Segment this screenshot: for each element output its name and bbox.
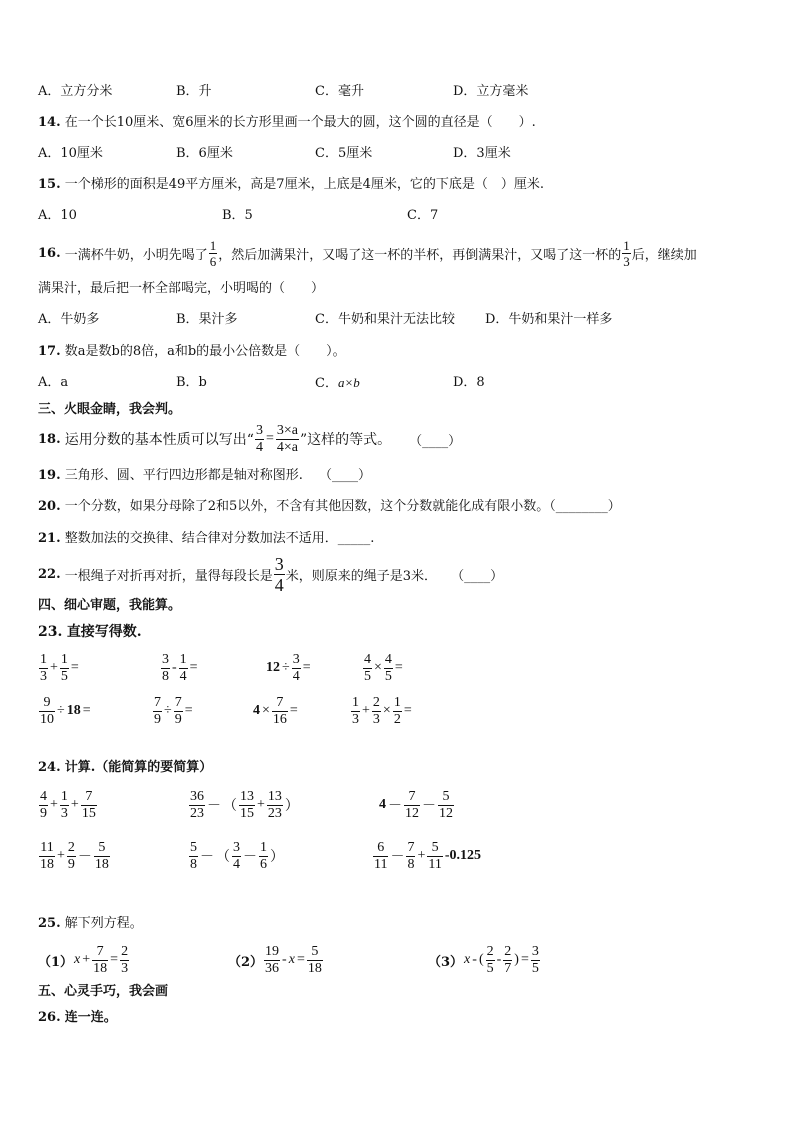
answer-blank: （____） (409, 433, 462, 449)
question-18: 18. 运用分数的基本性质可以写出“ $\frac{3}{4}$ = $\frac{3\times a}{4\times a}$ ”这样的等式。 （____） (38, 422, 462, 455)
math-expression: 4 × $\frac{7}{16}$ = (253, 694, 298, 727)
question-number: 20. (38, 499, 61, 514)
question-number: 16. (38, 245, 61, 261)
q13-option-c: C．毫升 (315, 84, 364, 99)
question-15 (38, 177, 544, 193)
question-text: 后，继续加 (631, 247, 697, 263)
math-expression: 4 － $\frac{7}{12}$ － $\frac{5}{12}$ (379, 788, 453, 821)
question-title: 连一连。 (64, 1010, 117, 1025)
q13-option-d: D．立方毫米 (453, 84, 529, 99)
question-text: 米，则原来的绳子是3米． (285, 568, 438, 584)
question-22 (38, 555, 503, 593)
math-expression: 12 ÷ $\frac{3}{4}$ = (266, 651, 311, 684)
question-25 (38, 916, 143, 932)
question-text: 一个梯形的面积是49平方厘米，高是7厘米，上底是4厘米，它的下底是（ ）厘米. (64, 177, 544, 192)
fraction: $\frac{3}{4}$ (274, 553, 284, 595)
equation-3: （3） x - ( $\frac{2}{5}$ - $\frac{2}{7}$ ) = $\frac{3}{5}$ (428, 943, 539, 976)
question-number: 21. (38, 531, 61, 546)
q14-option-b: B．6厘米 (176, 146, 233, 161)
math-expression: $\frac{11}{18}$ + $\frac{2}{9}$ － $\frac{5}{18}$ (40, 839, 109, 872)
math-expression: $\frac{4}{5}$ × $\frac{4}{5}$ = (364, 651, 403, 684)
q16-option-b: B．果汁多 (176, 312, 238, 327)
question-16 (38, 236, 697, 270)
q16-option-c: C．牛奶和果汁无法比较 (315, 312, 455, 327)
math-expression: $\frac{9}{10}$ ÷ 18 = (40, 694, 91, 727)
question-14 (38, 115, 536, 131)
math-expression: $\frac{6}{11}$ － $\frac{7}{8}$ + $\frac{5}{11}$ -0.125 (374, 839, 482, 872)
question-19 (38, 468, 371, 484)
fraction: $\frac{1}{3}$ (623, 237, 630, 269)
q13-option-b: B．升 (176, 84, 212, 99)
question-text: ，然后加满果汁，又喝了这一杯的半杯，再倒满果汁，又喝了这一杯的 (218, 247, 622, 263)
math-expression: $\frac{36}{23}$ － （ $\frac{13}{15}$ + $\frac{13}{23}$ ） (190, 788, 299, 821)
math-expression: $\frac{5}{8}$ － （ $\frac{3}{4}$ － $\frac{1}{6}$ ） (190, 839, 284, 872)
question-23 (38, 624, 142, 640)
q17-option-c: C．a×b (315, 375, 360, 391)
question-title: 直接写得数. (66, 624, 142, 640)
question-text: 在一个长10厘米、宽6厘米的长方形里画一个最大的圆，这个圆的直径是（ ）. (64, 115, 536, 130)
question-text: 运用分数的基本性质可以写出“ (64, 432, 254, 448)
section-heading-5: 五、心灵手巧，我会画 (38, 984, 169, 999)
question-number: 23. (38, 624, 63, 640)
fraction: $\frac{1}{6}$ (209, 237, 217, 269)
q15-option-c: C．7 (407, 208, 439, 223)
math-expression: $\frac{7}{9}$ ÷ $\frac{7}{9}$ = (154, 694, 193, 727)
question-20 (38, 499, 621, 515)
q13-option-a: A．立方分米 (38, 84, 113, 99)
q15-option-a: A．10 (38, 208, 77, 223)
question-text: 一满杯牛奶，小明先喝了 (64, 247, 208, 263)
math-expression: $\frac{1}{3}$ + $\frac{1}{5}$ = (40, 651, 79, 684)
question-number: 24. (38, 760, 61, 775)
fraction: $\frac{3}{4}$ (255, 422, 263, 455)
question-title: 解下列方程。 (64, 916, 143, 931)
question-26 (38, 1010, 117, 1026)
q14-option-a: A．10厘米 (38, 146, 103, 161)
answer-blank: （____） (319, 468, 372, 483)
question-number: 17. (38, 344, 61, 359)
question-title: 计算.（能简算的要简算） (64, 760, 213, 775)
question-text: 整数加法的交换律、结合律对分数加法不适用．_____. (64, 531, 375, 546)
q16-option-a: A．牛奶多 (38, 312, 100, 327)
question-number: 26. (38, 1010, 61, 1025)
question-number: 22. (38, 566, 61, 582)
equation-1: （1） x + $\frac{7}{18}$ = $\frac{2}{3}$ (38, 943, 129, 976)
question-text: 三角形、圆、平行四边形都是轴对称图形. (64, 468, 303, 483)
section-heading-3: 三、火眼金睛，我会判。 (38, 402, 182, 417)
question-text: 一根绳子对折再对折，量得每段长是 (64, 568, 273, 584)
answer-blank: （____） (451, 568, 504, 584)
fraction: $\frac{3\times a}{4\times a}$ (276, 422, 298, 455)
question-17 (38, 344, 346, 360)
section-heading-4: 四、细心审题，我能算。 (38, 598, 182, 613)
q17-option-a: A．a (38, 375, 69, 390)
question-number: 19. (38, 468, 61, 483)
math-expression: $\frac{1}{3}$ + $\frac{2}{3}$ × $\frac{1}{2}$ = (352, 694, 412, 727)
q17-option-b: B．b (176, 375, 207, 390)
q14-option-d: D．3厘米 (453, 146, 511, 161)
question-number: 18. (38, 431, 61, 447)
question-number: 15. (38, 177, 61, 192)
q14-option-c: C．5厘米 (315, 146, 373, 161)
q17-option-d: D．8 (453, 375, 485, 390)
math-expression: $\frac{4}{9}$ + $\frac{1}{3}$ + $\frac{7}{15}$ (40, 788, 96, 821)
question-number: 25. (38, 916, 61, 931)
equation-2: （2） $\frac{19}{36}$ - x = $\frac{5}{18}$ (228, 943, 322, 976)
q16-option-d: D．牛奶和果汁一样多 (485, 312, 613, 327)
math-expression: $\frac{3}{8}$ - $\frac{1}{4}$ = (162, 651, 198, 684)
question-21 (38, 531, 374, 547)
question-text: 一个分数，如果分母除了2和5以外，不含有其他因数，这个分数就能化成有限小数。（________） (64, 499, 621, 514)
question-text: 数a是数b的8倍，a和b的最小公倍数是（ ）。 (64, 344, 346, 359)
q15-option-b: B．5 (222, 208, 253, 223)
question-24 (38, 760, 212, 776)
question-number: 14. (38, 115, 61, 130)
question-16-line2: 满果汁，最后把一杯全部喝完，小明喝的（ ） (38, 281, 325, 296)
question-text: ”这样的等式。 (299, 432, 392, 448)
